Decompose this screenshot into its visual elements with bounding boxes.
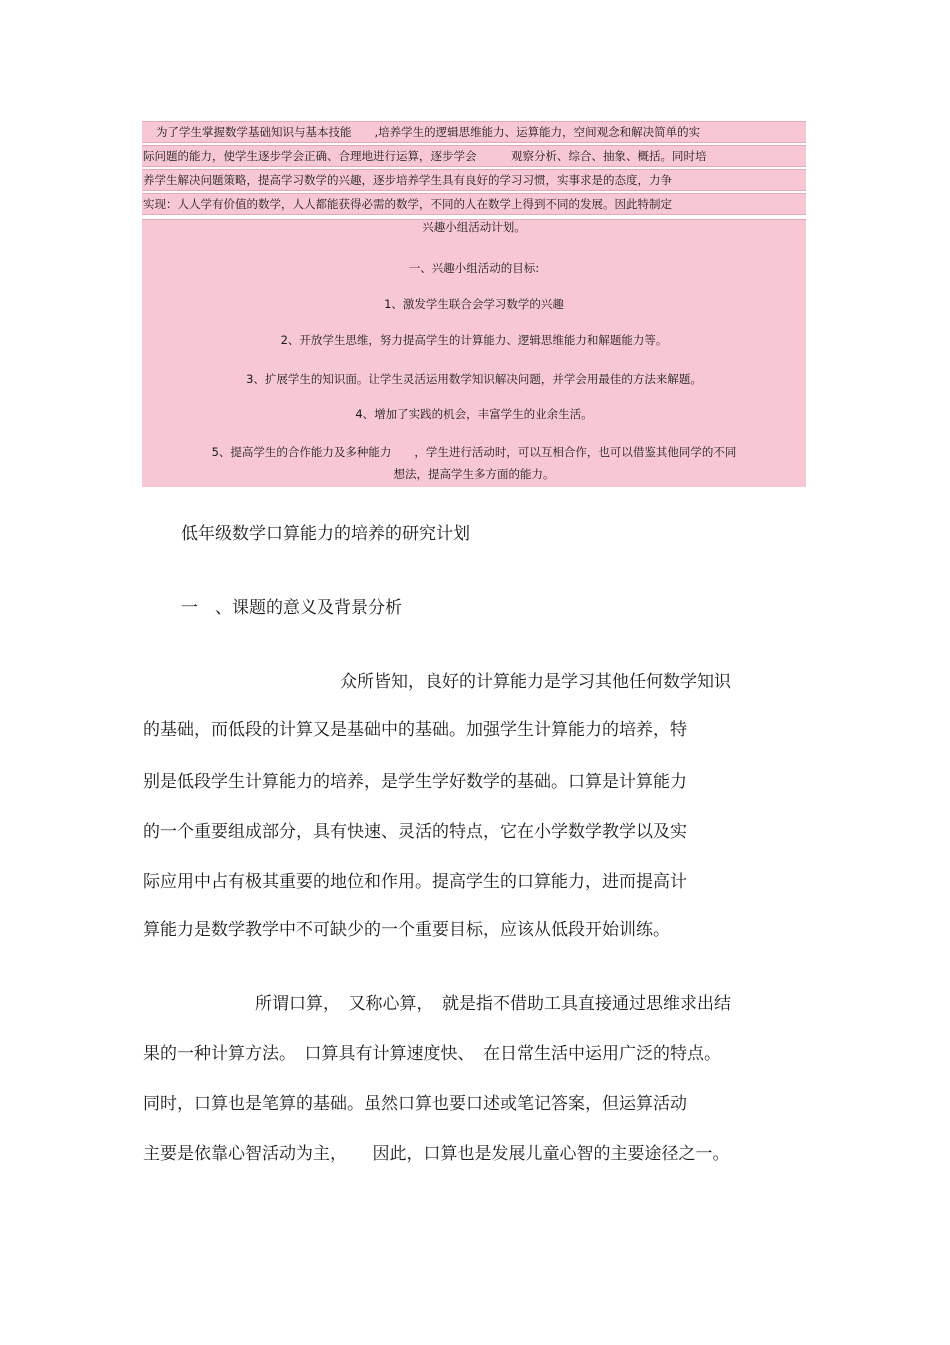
paragraph-1-line-2: 的基础，而低段的计算又是基础中的基础。加强学生计算能力的培养，特	[143, 720, 687, 740]
paragraph-2-line-2: 果的一种计算方法。 口算具有计算速度快、 在日常生活中运用广泛的特点。	[143, 1044, 721, 1064]
document-title: 低年级数学口算能力的培养的研究计划	[181, 524, 470, 544]
paragraph-1-line-6: 算能力是数学教学中不可缺少的一个重要目标，应该从低段开始训练。	[143, 920, 670, 940]
intro-line-1: 为了学生掌握数学基础知识与基本技能 ,培养学生的逻辑思维能力、运算能力，空间观念和解决简单的实	[142, 121, 806, 143]
goal-item-2: 2、开放学生思维，努力提高学生的计算能力、逻辑思维能力和解题能力等。	[280, 333, 668, 347]
paragraph-2-line-1: 所谓口算， 又称心算， 就是指不借助工具直接通过思维求出结	[255, 994, 731, 1014]
intro-line-4: 实现：人人学有价值的数学，人人都能获得必需的数学，不同的人在数学上得到不同的发展。因此特制定	[142, 193, 806, 215]
paragraph-1-line-1: 众所皆知，良好的计算能力是学习其他任何数学知识	[340, 672, 731, 692]
paragraph-1-line-4: 的一个重要组成部分，具有快速、灵活的特点，它在小学数学教学以及实	[143, 822, 687, 842]
interest-group-goals-block	[142, 219, 806, 487]
plan-title: 兴趣小组活动计划。	[422, 220, 526, 234]
section-1-heading: 一 、课题的意义及背景分析	[181, 598, 402, 618]
paragraph-2-line-4: 主要是依靠心智活动为主， 因此，口算也是发展儿童心智的主要途径之一。	[143, 1144, 730, 1164]
paragraph-2-line-3: 同时，口算也是笔算的基础。虽然口算也要口述或笔记答案，但运算活动	[143, 1094, 687, 1114]
intro-line-2: 际问题的能力，使学生逐步学会正确、合理地进行运算，逐步学会 观察分析、综合、抽象、概括。同时培	[142, 145, 806, 167]
goal-item-3: 3、扩展学生的知识面。让学生灵活运用数学知识解决问题，并学会用最佳的方法来解题。	[246, 372, 702, 386]
paragraph-1-line-3: 别是低段学生计算能力的培养，是学生学好数学的基础。口算是计算能力	[143, 772, 687, 792]
goal-item-5-line-2: 想法，提高学生多方面的能力。	[393, 467, 555, 481]
intro-line-3: 养学生解决问题策略，提高学习数学的兴趣，逐步培养学生具有良好的学习习惯，实事求是的态度，力争	[142, 169, 806, 191]
paragraph-1-line-5: 际应用中占有极其重要的地位和作用。提高学生的口算能力，进而提高计	[143, 872, 687, 892]
goals-heading: 一、兴趣小组活动的目标:	[408, 261, 540, 275]
goal-item-1: 1、激发学生联合会学习数学的兴趣	[384, 297, 564, 311]
goal-item-4: 4、增加了实践的机会，丰富学生的业余生活。	[355, 407, 593, 421]
goal-item-5-line-1: 5、提高学生的合作能力及多种能力 ，学生进行活动时，可以互相合作，也可以借鉴其他同学的不同	[211, 445, 737, 459]
